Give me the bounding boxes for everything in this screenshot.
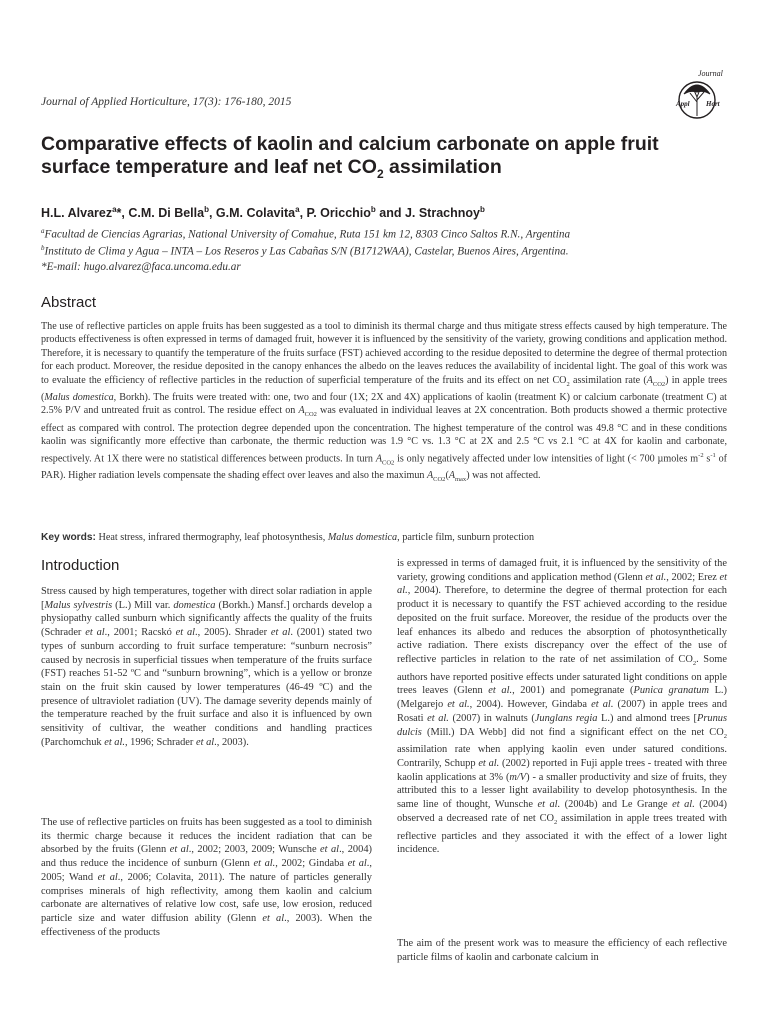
intro-paragraph-2: The use of reflective particles on fruits has been suggested as a tool to diminish its thermic charge because it reduces the incident radiation that can be absorbed by the fruits (Glenn et al., 2002; 2003, 2009; Wunsche et al., 2004) and thus reduce the incidence of sunburn (Glenn et al., 2002; Gindaba et al., 2005; Wand et al., 2006; Colavita, 2011). The nature of particles generally comprises minerals of high reflectivity, among them kaolin and calcium carbonate are alternatives of relative low cost, safe use, low erosion, reduced particle size and water diffusion ability (Glenn et al., 2003). When the effectiveness of the products xyxy=(41,817,372,938)
logo-text-appl: Appl xyxy=(676,100,690,108)
author-list: H.L. Alvarez$^a$*, C.M. Di Bella$^b$, G.M. Colavita$^a$, P. Oricchio$^b$ and J. Strachnoy$^b$ xyxy=(41,205,485,221)
logo-text-hort: Hort xyxy=(706,100,720,108)
affiliation-a: $^a$Facultad de Ciencias Agrarias, National University of Comahue, Ruta 151 km 12, 8303 Cinco Saltos R.N., Argentina xyxy=(41,227,571,241)
affiliation-b: $^b$Instituto de Clima y Agua – INTA – Los Reseros y Las Cabañas S/N (B1712WAA), Castelar, Buenos Aires, Argentina. xyxy=(41,244,569,258)
abstract-heading: Abstract xyxy=(41,294,97,311)
introduction-heading: Introduction xyxy=(41,557,120,574)
journal-reference: Journal of Applied Horticulture, 17(3): 176-180, 2015 xyxy=(41,96,292,108)
corresponding-email: *E-mail: hugo.alvarez@faca.uncoma.edu.ar xyxy=(41,261,241,273)
logo-text-journal: Journal xyxy=(698,69,723,78)
intro-paragraph-1: Stress caused by high temperatures, together with direct solar radiation in apple [Malus sylvestris (L.) Mill var. domestica (Borkh.) Mansf.] orchards develop a physiopathy called sunburn which significantly affects the quality of the fruits (Schrader et al., 2001; Racskó et al., 2005). Shrader et al. (2001) stated two types of sunburn according to fruit surface temperature: “sunburn necrosis” caused by necrosis in superficial tissues when temperature of the fruits surface (FST) reaches 51-52 ºC and “sunburn browning”, which is a yellow or bronze stain on the fruit skin caused by lower temperatures (46-49 ºC) and the presence of ultraviolet radiation (UV). The damage severity depends mainly of the temperature reached by the fruit surface and also it is influenced by own sensitivity of cultivar, the weather conditions and handling practices (Parchomchuk et al., 1996; Schrader et al., 2003). xyxy=(41,586,372,748)
abstract-text: The use of reflective particles on apple fruits has been suggested as a tool to diminish its thermal charge and thus mitigate stress effects caused by high temperature. The products effectiveness is often expressed in terms of damaged fruit, however it is influenced by the sensitivity of the variety, growing conditions and application method. Therefore, it is necessary to quantify the temperature of the fruits surface (FST) achieved according to the residue deposited to determine the degree of thermal protection for each product. Moreover, the residue deposited in the canopy enhances the albedo on the leaves reduces the availability of incidental light. The goal of this work was to evaluate the efficiency of reflective particles in the reduction of superficial temperature of the fruits and its effect on net $CO_2$ assimilation rate $(A_{CO2})$ in apple trees (Malus domestica, Borkh). The fruits were treated with: one, two and four (1X; 2X and 4X) applications of kaolin (treatment K) or calcium carbonate (treatment C) at 2.5% P/V and untreated fruit as control. The residue effect on $A_{CO2}$ was evaluated in individual leaves at 2X concentration. Both products showed a thermic protective effect as compared with control. The protection degree depended upon the concentration. The highest temperature of the control was 49.8 °C and in these conditions kaolin was significantly more effective than carbonate, the thermic reduction was 1.9 °C vs. 1.3 °C at 2X and 2.5 °C vs 2.1 °C at 4X for kaolin and carbonate, respectively. At 1X there were no statistical differences between products. In turn $A_{CO2}$ is only negatively affected under low intensities of light (< 700 µmoles $m^{-2}$ $s^{-1}$ of PAR). Higher radiation levels compensate the shading effect over leaves and also the maximun $A_{CO2}(A_{max})$ was not affected. xyxy=(41,321,728,484)
intro-paragraph-4: The aim of the present work was to measure the efficiency of each reflective particle films of kaolin and carbonate calcium in xyxy=(397,938,727,963)
keywords: Key words: Heat stress, infrared thermography, leaf photosynthesis, Malus domestica, particle film, sunburn protection xyxy=(41,532,535,543)
paper-title: Comparative effects of kaolin and calcium carbonate on apple fruit surface temperature and leaf net $CO_2$ assimilation xyxy=(41,133,659,181)
intro-paragraph-3: is expressed in terms of damaged fruit, it is influenced by the sensitivity of the variety, growing conditions and application method (Glenn et al., 2002; Erez et al., 2004). Therefore, to determine the degree of thermal protection for each product it is necessary to quantify the FST achieved according to the residue deposited on the fruit surface. Moreover, the residue of the products over the leaf enhances its albedo and reduces the absorption of photosynthetically active radiation. There exists discrepancy over the effect of the use of reflective particles in relation to the rate of net assimilation of $CO_2$. Some authors have reported positive effects under saturated light conditions on apple trees leaves (Glenn et al., 2001) and pomegranate (Punica granatum L.) (Melgarejo et al., 2004). However, Gindaba et al. (2007) in apple trees and Rosati et al. (2007) in walnuts (Junglans regia L.) and almond trees [Prunus dulcis (Mill.) DA Webb] did not find a significant effect on the net $CO_2$ assimilation rate when applying kaolin even under satured conditions. Contrarily, Schupp et al. (2002) reported in Fuji apple trees - treated with three kaolin applications at 3% (m/V) - a smaller productivity and size of fruits, they attributed this to a lesser light availability to develop photosynthesis. In the same line of thought, Wunsche et al. (2004b) and Le Grange et al. (2004) observed a decreased rate of net $CO_2$ assimilation in apple trees treated with reflective particles and they associated it with the effect of a lower light incidence. xyxy=(397,558,728,856)
journal-logo xyxy=(664,66,730,122)
